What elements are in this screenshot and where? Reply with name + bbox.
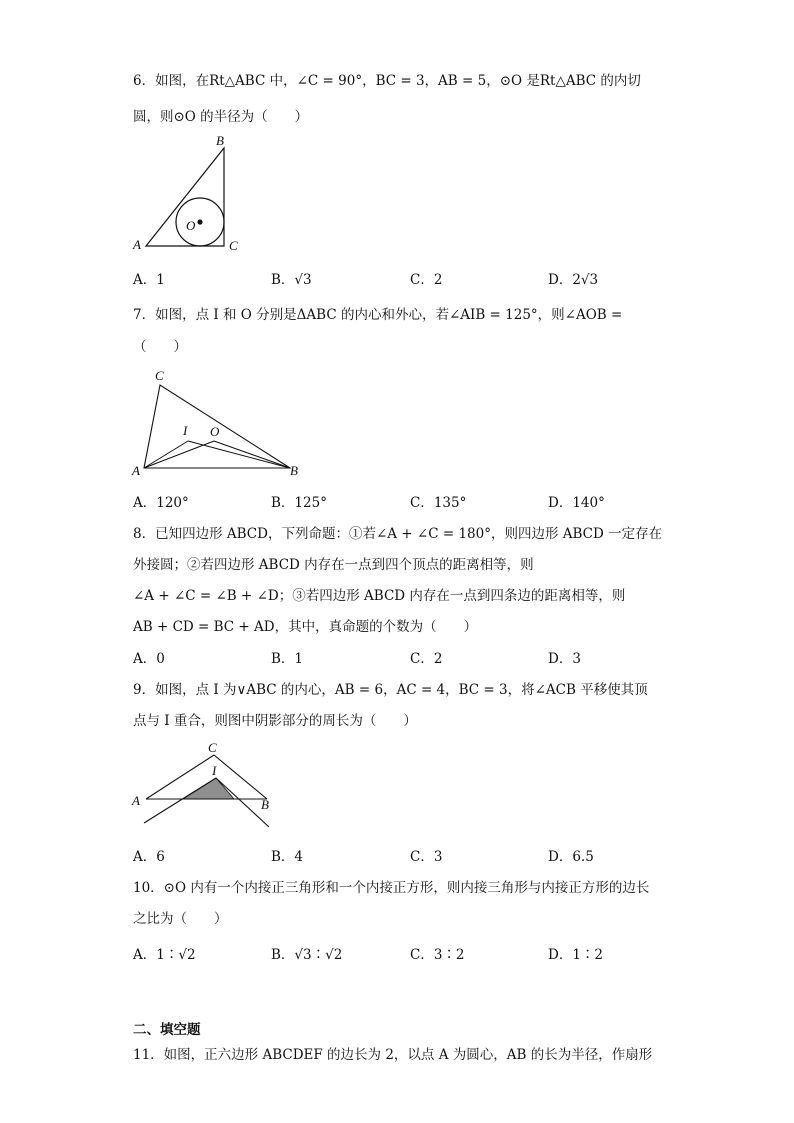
q7-stem-line2: （ ） bbox=[133, 339, 187, 355]
q6-option-b[interactable]: B．√3 bbox=[271, 272, 312, 288]
q6-option-d[interactable]: D．2√3 bbox=[548, 272, 599, 288]
q8-option-a[interactable]: A．0 bbox=[133, 651, 165, 667]
q9-option-b[interactable]: B．4 bbox=[271, 849, 304, 865]
q6-label-c: C bbox=[229, 238, 238, 253]
q8-stem-line3: ∠A + ∠C = ∠B + ∠D；③若四边形 ABCD 内存在一点到四条边的距离相等，则 bbox=[133, 588, 626, 604]
q7-stem-line1: 7．如图，点 I 和 O 分别是ΔABC 的内心和外心，若∠AIB = 125°，则∠AOB = bbox=[133, 307, 623, 323]
q10-stem-line1: 10．⊙O 内有一个内接正三角形和一个内接正方形，则内接三角形与内接正方形的边长 bbox=[133, 880, 650, 896]
q7-option-a[interactable]: A．120° bbox=[133, 495, 189, 511]
q8-option-c[interactable]: C．2 bbox=[410, 651, 443, 667]
q9-label-c: C bbox=[208, 740, 217, 755]
q7-option-c[interactable]: C．135° bbox=[410, 495, 467, 511]
q6-option-a[interactable]: A．1 bbox=[133, 272, 165, 288]
q8-stem-line1: 8．已知四边形 ABCD，下列命题：①若∠A + ∠C = 180°，则四边形 ABCD 一定存在 bbox=[133, 526, 663, 542]
q9-label-b: B bbox=[261, 797, 269, 812]
q7-label-o: O bbox=[210, 424, 220, 439]
q7-figure bbox=[128, 365, 313, 480]
q9-option-d[interactable]: D．6.5 bbox=[548, 849, 594, 865]
q7-segment-ao bbox=[144, 441, 214, 468]
q8-stem-line2: 外接圆；②若四边形 ABCD 内存在一点到四个顶点的距离相等，则 bbox=[133, 557, 534, 573]
q7-label-i: I bbox=[183, 423, 188, 438]
q9-stem-line2: 点与 I 重合，则图中阴影部分的周长为（ ） bbox=[133, 713, 417, 729]
q10-option-a[interactable]: A．1∶√2 bbox=[133, 947, 196, 963]
q7-option-b[interactable]: B．125° bbox=[271, 495, 327, 511]
q6-triangle bbox=[146, 148, 224, 246]
q7-option-d[interactable]: D．140° bbox=[548, 495, 605, 511]
section-title-fill-in: 二、填空题 bbox=[133, 1022, 201, 1038]
q9-label-i: I bbox=[212, 763, 217, 778]
q6-label-b: B bbox=[216, 133, 224, 148]
q7-label-b: B bbox=[290, 463, 298, 478]
q10-option-d[interactable]: D．1∶2 bbox=[548, 947, 604, 963]
q11-stem-line1: 11．如图，正六边形 ABCDEF 的边长为 2，以点 A 为圆心，AB 的长为半径，作扇形 bbox=[133, 1047, 653, 1063]
q7-label-c: C bbox=[155, 368, 164, 383]
q7-segment-ai bbox=[144, 441, 188, 468]
q8-option-b[interactable]: B．1 bbox=[271, 651, 304, 667]
q6-stem-line1: 6．如图，在Rt△ABC 中，∠C = 90°，BC = 3，AB = 5，⊙O 是Rt△ABC 的内切 bbox=[133, 73, 641, 89]
q9-shaded-triangle bbox=[183, 778, 234, 799]
q9-stem-line1: 9．如图，点 I 为∨ABC 的内心，AB = 6，AC = 4，BC = 3，将∠ACB 平移使其顶 bbox=[133, 682, 648, 698]
q9-option-c[interactable]: C．3 bbox=[410, 849, 443, 865]
q10-option-c[interactable]: C．3∶2 bbox=[410, 947, 465, 963]
q10-option-b[interactable]: B．√3∶√2 bbox=[271, 947, 343, 963]
q8-option-d[interactable]: D．3 bbox=[548, 651, 581, 667]
q9-label-a: A bbox=[132, 793, 140, 808]
q10-stem-line2: 之比为（ ） bbox=[133, 911, 228, 927]
q7-segment-ob bbox=[214, 441, 290, 468]
q6-figure bbox=[130, 132, 250, 257]
q6-option-c[interactable]: C．2 bbox=[410, 272, 443, 288]
q8-stem-line4: AB + CD = BC + AD，其中，真命题的个数为（ ） bbox=[133, 619, 478, 635]
q9-figure bbox=[128, 738, 278, 833]
q6-stem-line2: 圆，则⊙O 的半径为（ ） bbox=[133, 109, 309, 125]
q9-translated-left bbox=[144, 778, 216, 823]
q6-center-dot bbox=[197, 219, 202, 224]
q9-option-a[interactable]: A．6 bbox=[133, 849, 165, 865]
q6-label-o: O bbox=[186, 218, 196, 233]
q7-label-a: A bbox=[132, 463, 140, 478]
q6-label-a: A bbox=[133, 237, 141, 252]
